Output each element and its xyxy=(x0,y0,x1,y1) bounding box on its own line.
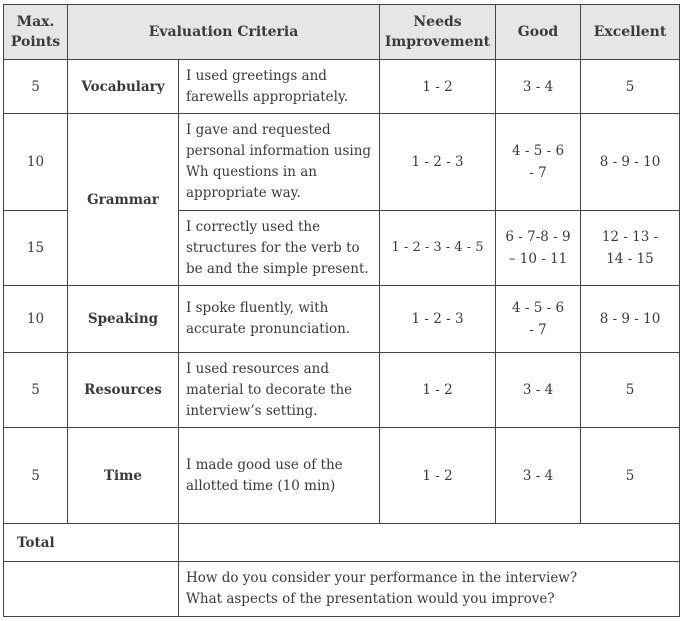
excellent-cell: 5 xyxy=(581,428,680,524)
needs-improvement-cell: 1 - 2 - 3 - 4 - 5 xyxy=(380,211,496,286)
criterion-cell: I made good use of the allotted time (10 min) xyxy=(179,428,380,524)
table-row xyxy=(4,353,680,428)
needs-improvement-cell: 1 - 2 xyxy=(380,60,496,114)
total-value-cell xyxy=(179,524,680,562)
max-points-cell: 15 xyxy=(4,211,68,286)
excellent-cell: 5 xyxy=(581,353,680,428)
category-cell: Speaking xyxy=(68,286,179,353)
header-excellent: Excellent xyxy=(581,5,680,60)
good-cell: 6 - 7-8 - 9 – 10 - 11 xyxy=(496,211,581,286)
criterion-cell: I used greetings and farewells appropriately. xyxy=(179,60,380,114)
max-points-cell: 5 xyxy=(4,428,68,524)
category-cell: Resources xyxy=(68,353,179,428)
needs-improvement-cell: 1 - 2 - 3 xyxy=(380,286,496,353)
total-row xyxy=(4,524,680,562)
criterion-cell: I gave and requested personal information using Wh questions in an appropriate way. xyxy=(179,114,380,211)
max-points-cell: 5 xyxy=(4,353,68,428)
header-evaluation-criteria: Evaluation Criteria xyxy=(68,5,380,60)
reflection-question-2: What aspects of the presentation would you improve? xyxy=(186,591,555,607)
criterion-cell: I used resources and material to decorate the interview’s setting. xyxy=(179,353,380,428)
header-row xyxy=(4,5,680,60)
max-points-cell: 5 xyxy=(4,60,68,114)
needs-improvement-cell: 1 - 2 - 3 xyxy=(380,114,496,211)
table-row xyxy=(4,114,680,211)
needs-improvement-cell: 1 - 2 xyxy=(380,353,496,428)
excellent-cell: 8 - 9 - 10 xyxy=(581,114,680,211)
criterion-cell: I spoke fluently, with accurate pronunciation. xyxy=(179,286,380,353)
good-cell: 3 - 4 xyxy=(496,428,581,524)
good-cell: 4 - 5 - 6 - 7 xyxy=(496,114,581,211)
good-cell: 3 - 4 xyxy=(496,60,581,114)
max-points-cell: 10 xyxy=(4,286,68,353)
header-needs-improvement: Needs Improvement xyxy=(380,5,496,60)
header-good: Good xyxy=(496,5,581,60)
category-cell: Vocabulary xyxy=(68,60,179,114)
good-cell: 4 - 5 - 6 - 7 xyxy=(496,286,581,353)
reflection-question-1: How do you consider your performance in the interview? xyxy=(186,570,578,586)
table-row xyxy=(4,286,680,353)
max-points-cell: 10 xyxy=(4,114,68,211)
category-cell: Grammar xyxy=(68,114,179,286)
reflection-blank-cell xyxy=(4,562,179,617)
reflection-row xyxy=(4,562,680,617)
category-cell: Time xyxy=(68,428,179,524)
table-row xyxy=(4,60,680,114)
header-max-points: Max. Points xyxy=(4,5,68,60)
total-label: Total xyxy=(4,524,179,562)
good-cell: 3 - 4 xyxy=(496,353,581,428)
excellent-cell: 8 - 9 - 10 xyxy=(581,286,680,353)
criterion-cell: I correctly used the structures for the verb to be and the simple present. xyxy=(179,211,380,286)
needs-improvement-cell: 1 - 2 xyxy=(380,428,496,524)
excellent-cell: 5 xyxy=(581,60,680,114)
excellent-cell: 12 - 13 - 14 - 15 xyxy=(581,211,680,286)
table-row xyxy=(4,428,680,524)
evaluation-rubric-table xyxy=(3,4,680,617)
reflection-questions xyxy=(179,562,680,617)
